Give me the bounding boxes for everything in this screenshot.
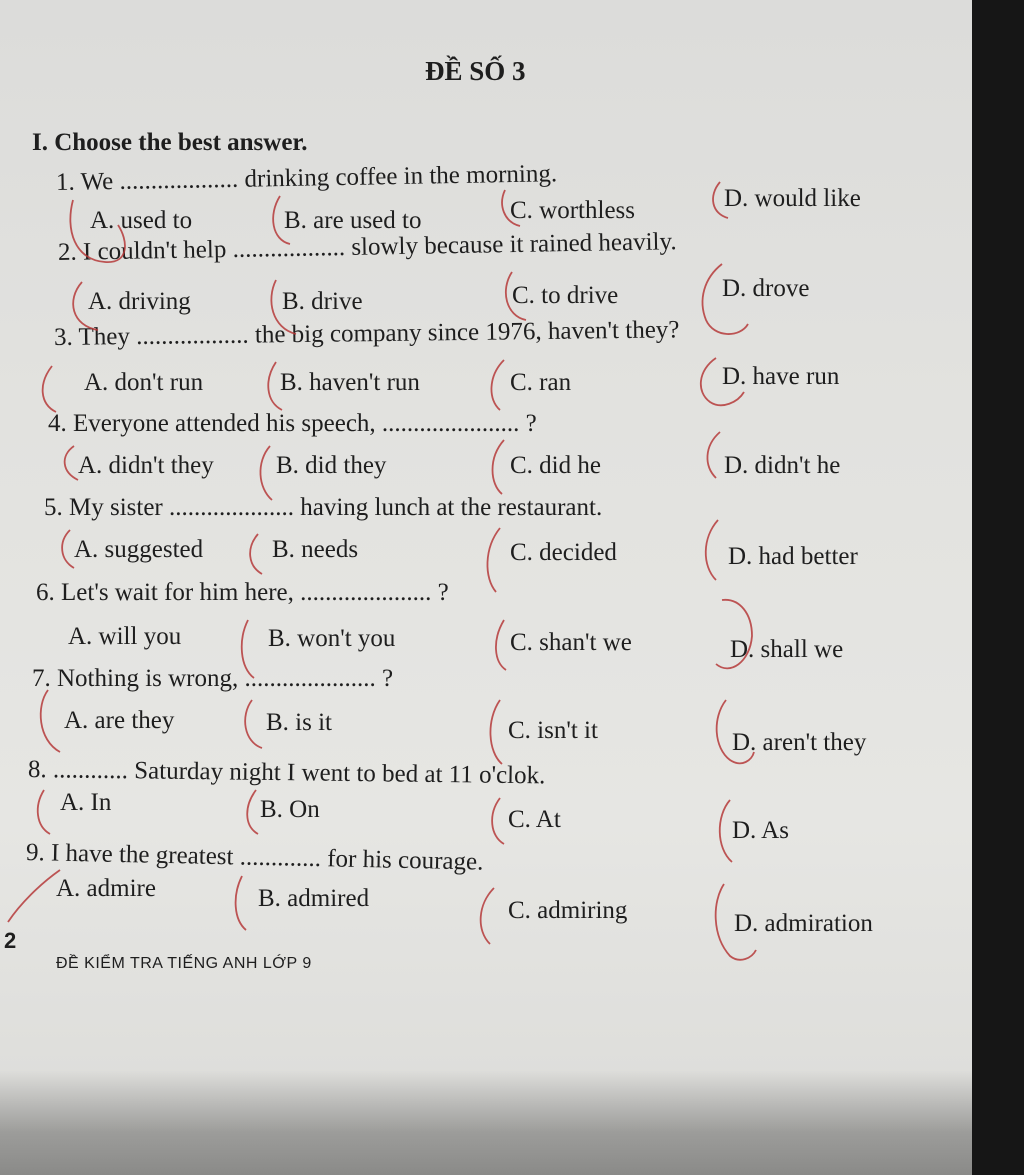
q6-option-c[interactable]: C. shan't we (510, 629, 632, 656)
mark-circle (487, 528, 500, 592)
question-number: 7. (32, 665, 51, 692)
question-text-before: They (78, 323, 131, 351)
q4-option-d[interactable]: D. didn't he (724, 452, 841, 479)
answer-blank: .................. (136, 321, 249, 350)
mark-circle (720, 800, 732, 862)
q6-option-a[interactable]: A. will you (68, 623, 182, 650)
page-shadow (0, 1070, 972, 1175)
mark-circle (481, 888, 494, 944)
mark-circle (490, 700, 502, 764)
answer-blank: ............. (239, 843, 322, 873)
q1-option-b[interactable]: B. are used to (284, 207, 422, 234)
mark-circle (260, 446, 272, 500)
question-2 (58, 229, 677, 265)
mark-circle (245, 700, 262, 748)
question-text-after: the big company since 1976, haven't they? (254, 316, 680, 349)
q2-option-d[interactable]: D. drove (722, 275, 810, 302)
q2-option-c[interactable]: C. to drive (512, 282, 619, 309)
answer-blank: ..................... (244, 665, 376, 692)
dark-background-edge (972, 0, 1024, 1175)
question-number: 6. (36, 579, 55, 606)
question-text-before: Let's wait for him here, (61, 579, 294, 606)
q8-option-b[interactable]: B. On (260, 796, 320, 823)
mark-circle (65, 446, 78, 480)
question-6 (36, 580, 449, 605)
q4-option-a[interactable]: A. didn't they (78, 452, 214, 479)
mark-circle (236, 876, 246, 930)
answer-blank: ...................... (381, 410, 520, 437)
q8-option-a[interactable]: A. In (60, 789, 112, 816)
question-text-after: drinking coffee in the morning. (244, 160, 558, 193)
q9-option-d[interactable]: D. admiration (734, 910, 873, 937)
question-number: 2. (57, 238, 77, 266)
question-text-before: We (80, 168, 114, 196)
answer-blank: .................. (232, 233, 346, 263)
question-text-before: Nothing is wrong, (57, 665, 239, 692)
question-1 (56, 161, 558, 195)
q5-option-b[interactable]: B. needs (272, 536, 359, 563)
mark-circle (250, 534, 262, 574)
q8-option-d[interactable]: D. As (732, 817, 789, 844)
q3-option-c[interactable]: C. ran (510, 369, 572, 396)
q1-option-c[interactable]: C. worthless (510, 197, 635, 224)
q5-option-a[interactable]: A. suggested (74, 536, 204, 563)
mark-circle (496, 620, 506, 670)
answer-blank: ............ (52, 756, 129, 785)
question-text-after: having lunch at the restaurant. (300, 494, 603, 521)
q9-option-b[interactable]: B. admired (258, 885, 370, 912)
question-text-before: I have the greatest (50, 839, 234, 871)
mark-circle (491, 360, 504, 410)
q7-option-d[interactable]: D. aren't they (732, 729, 867, 756)
q6-option-b[interactable]: B. won't you (268, 625, 396, 652)
question-text-after: Saturday night I went to bed at 11 o'clok. (134, 757, 546, 790)
q4-option-b[interactable]: B. did they (276, 452, 387, 479)
page-number: 2 (4, 928, 17, 953)
mark-circle (43, 366, 56, 412)
question-4 (48, 411, 537, 436)
q7-option-a[interactable]: A. are they (64, 707, 175, 734)
question-9 (26, 840, 484, 875)
footer-text: ĐỀ KIỂM TRA TIẾNG ANH LỚP 9 (56, 955, 312, 972)
question-text-before: My sister (69, 494, 163, 521)
q6-option-d[interactable]: D. shall we (730, 636, 844, 663)
mark-circle (492, 798, 504, 844)
q9-option-a[interactable]: A. admire (56, 875, 156, 902)
answer-blank: ................... (119, 165, 239, 195)
q9-option-c[interactable]: C. admiring (508, 897, 628, 924)
mark-circle (38, 790, 50, 834)
question-text-after: ? (437, 579, 449, 606)
q2-option-b[interactable]: B. drive (282, 288, 363, 315)
question-text-after: for his courage. (326, 845, 484, 876)
question-number: 4. (48, 410, 67, 437)
question-text-after: slowly because it rained heavily. (351, 228, 677, 261)
question-text-before: Everyone attended his speech, (73, 410, 376, 437)
q3-option-b[interactable]: B. haven't run (280, 369, 420, 396)
question-text-before: I couldn't help (82, 236, 227, 266)
mark-circle (493, 440, 505, 494)
answer-blank: ..................... (300, 579, 432, 606)
question-text-after: ? (525, 410, 537, 437)
question-number: 9. (25, 839, 46, 867)
q4-option-c[interactable]: C. did he (510, 452, 601, 479)
q5-option-d[interactable]: D. had better (728, 543, 858, 570)
mark-circle (247, 790, 258, 834)
q1-option-d[interactable]: D. would like (724, 185, 861, 212)
question-7 (32, 666, 393, 691)
question-number: 3. (53, 323, 73, 351)
mark-circle (707, 432, 720, 478)
answer-blank: .................... (169, 494, 294, 521)
q7-option-b[interactable]: B. is it (266, 709, 332, 736)
question-number: 8. (27, 756, 47, 784)
question-8 (28, 757, 546, 788)
page-title: ĐỀ SỐ 3 (425, 56, 526, 86)
mark-circle (8, 870, 60, 922)
q3-option-a[interactable]: A. don't run (84, 369, 204, 396)
question-5 (44, 495, 602, 520)
question-number: 1. (55, 168, 75, 196)
section-heading: I. Choose the best answer. (32, 129, 308, 156)
question-text-after: ? (382, 665, 394, 692)
q8-option-c[interactable]: C. At (508, 806, 561, 833)
q2-option-a[interactable]: A. driving (88, 288, 191, 315)
mark-circle (706, 520, 718, 580)
q3-option-d[interactable]: D. have run (722, 363, 840, 390)
q5-option-c[interactable]: C. decided (510, 539, 617, 566)
question-number: 5. (44, 494, 63, 521)
mark-circle (62, 530, 74, 568)
q7-option-c[interactable]: C. isn't it (508, 717, 598, 744)
question-3 (54, 317, 680, 350)
q1-option-a[interactable]: A. used to (90, 207, 193, 234)
mark-circle (41, 690, 60, 752)
